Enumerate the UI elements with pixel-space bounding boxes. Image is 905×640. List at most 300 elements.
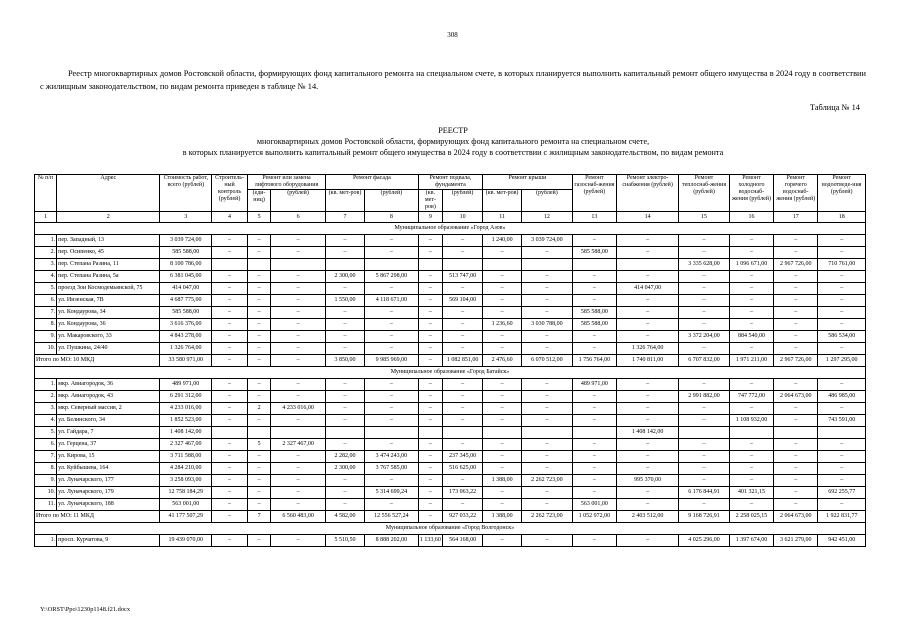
total-cell: 1 922 831,77 [818,511,866,523]
table-cell: – [774,499,818,511]
table-cell: – [443,475,483,487]
table-cell: – [418,463,442,475]
table-cell: – [212,307,248,319]
table-cell: – [774,235,818,247]
table-cell: 6 291 312,00 [160,391,212,403]
table-cell: – [247,415,270,427]
col-header-address: Адрес [57,175,160,212]
table-cell: 8. [35,463,57,475]
table-cell: – [247,451,270,463]
table-number: Таблица № 14 [809,103,860,112]
table-cell [326,259,365,271]
table-cell: – [271,391,326,403]
table-cell [247,259,270,271]
table-cell: – [617,271,679,283]
table-cell: – [418,499,442,511]
table-cell: – [679,415,730,427]
table-cell: – [271,295,326,307]
table-cell: 489 971,00 [160,379,212,391]
table-cell: – [818,403,866,415]
table-cell [774,427,818,439]
table-cell: 2 327 467,00 [160,439,212,451]
table-row [35,283,866,295]
table-cell: – [271,271,326,283]
table-cell: 1 397 674,00 [729,535,773,547]
table-cell: – [326,235,365,247]
table-cell: – [418,295,442,307]
table-cell: – [443,283,483,295]
table-cell: – [212,451,248,463]
table-cell: – [443,439,483,451]
table-cell: – [212,499,248,511]
table-cell: проезд Зои Космодемьянской, 75 [57,283,160,295]
table-cell: – [247,475,270,487]
table-cell: – [729,283,773,295]
table-cell: – [212,415,248,427]
table-cell: 4 118 671,00 [365,295,419,307]
table-cell: – [247,343,270,355]
table-cell: – [418,475,442,487]
table-cell: 1 550,00 [326,295,365,307]
table-cell: – [617,295,679,307]
col-header-power: Ремонт электро-снабжения (рублей) [617,175,679,212]
table-cell: – [522,403,573,415]
table-cell: 1 852 523,00 [160,415,212,427]
total-cell: – [247,355,270,367]
table-cell: – [212,283,248,295]
table-cell: – [572,271,616,283]
section-title: Муниципальное образование «Город Азов» [35,223,866,235]
table-cell: 586 534,00 [818,331,866,343]
table-cell: ул. Белинского, 34 [57,415,160,427]
table-cell: – [271,331,326,343]
table-cell: мкр. Авиагородок, 43 [57,391,160,403]
table-cell: 3 335 628,00 [679,259,730,271]
table-cell: 516 625,00 [443,463,483,475]
table-cell: 3 621 279,00 [774,535,818,547]
table-cell: – [572,475,616,487]
table-cell: – [679,307,730,319]
table-cell: 4 233 016,00 [271,403,326,415]
table-cell: – [212,391,248,403]
total-cell: – [418,511,442,523]
table-cell: – [818,307,866,319]
table-cell: – [679,379,730,391]
table-cell: 3. [35,259,57,271]
table-cell: – [617,487,679,499]
table-cell [271,259,326,271]
table-cell: 3 039 724,00 [522,235,573,247]
table-cell: 1 326 764,00 [160,343,212,355]
table-cell: – [443,307,483,319]
total-cell: 2 403 512,00 [617,511,679,523]
table-cell: 6 381 045,00 [160,271,212,283]
table-cell: – [679,439,730,451]
table-cell: 6. [35,295,57,307]
total-cell: 3 850,00 [326,355,365,367]
table-cell: 2 300,00 [326,463,365,475]
table-row [35,463,866,475]
table-cell: – [774,307,818,319]
table-cell: – [483,295,522,307]
table-cell: 4 025 296,00 [679,535,730,547]
table-cell: – [572,415,616,427]
table-cell: ул. Куйбышева, 164 [57,463,160,475]
table-cell: 2 327 467,00 [271,439,326,451]
table-cell: 2 [247,403,270,415]
table-row [35,391,866,403]
total-cell: 1 756 764,00 [572,355,616,367]
table-cell: – [326,379,365,391]
table-row [35,259,866,271]
col-header-sewer: Ремонт водоотведе-ния (рублей) [818,175,866,212]
table-cell: мкр. Авиагородок, 36 [57,379,160,391]
table-cell: – [271,487,326,499]
table-cell: 884 540,00 [729,331,773,343]
table-cell: – [729,271,773,283]
table-row [35,403,866,415]
table-cell: – [326,487,365,499]
table-cell: – [271,343,326,355]
table-cell: – [679,451,730,463]
col-header-cold-water: Ремонт холодного водоснаб-жения (рублей) [729,175,773,212]
table-cell: 995 370,00 [617,475,679,487]
table-cell: – [729,439,773,451]
col-header-elevator-rub: (рублей) [271,190,326,212]
table-cell: 3 030 788,00 [522,319,573,331]
col-header-hot-water: Ремонт горячего водоснаб-жения (рублей) [774,175,818,212]
table-cell: 6 176 844,91 [679,487,730,499]
table-cell: – [774,319,818,331]
table-cell: – [679,319,730,331]
total-cell: 2 476,60 [483,355,522,367]
table-cell [679,427,730,439]
table-cell: 1. [35,379,57,391]
table-cell: 563 001,00 [572,499,616,511]
table-cell: – [418,319,442,331]
table-cell: – [774,247,818,259]
table-cell: – [212,379,248,391]
table-cell [572,427,616,439]
table-cell [365,259,419,271]
table-cell: – [326,415,365,427]
table-cell: 4 233 016,00 [160,403,212,415]
table-cell: – [522,343,573,355]
table-cell: 414 047,00 [160,283,212,295]
col-header-basement: Ремонт подвала, фундамента [418,175,482,190]
table-cell: – [212,439,248,451]
table-cell: – [679,475,730,487]
table-cell: – [247,295,270,307]
table-cell: – [572,535,616,547]
table-cell: 10. [35,343,57,355]
table-cell: – [326,343,365,355]
table-cell: 237 345,00 [443,451,483,463]
total-row [35,511,866,523]
table-cell: 489 971,00 [572,379,616,391]
table-cell: 1 408 142,00 [160,427,212,439]
table-cell: – [212,319,248,331]
table-cell: – [774,379,818,391]
table-cell [483,259,522,271]
table-cell: – [617,307,679,319]
table-cell [522,259,573,271]
total-cell: 33 580 971,00 [160,355,212,367]
table-cell: – [418,415,442,427]
table-cell: – [271,319,326,331]
table-cell: – [483,499,522,511]
table-cell: 942 451,00 [818,535,866,547]
table-cell: – [679,283,730,295]
total-cell: – [212,511,248,523]
table-row [35,271,866,283]
column-number: 15 [679,212,730,223]
table-cell: – [443,391,483,403]
table-cell: ул. Гайдара, 7 [57,427,160,439]
table-cell: пер. Осипенко, 45 [57,247,160,259]
table-cell: 401 321,15 [729,487,773,499]
table-cell: – [483,439,522,451]
table-cell: – [365,475,419,487]
total-cell: 1 297 295,00 [818,355,866,367]
table-cell: – [774,451,818,463]
table-cell: 4. [35,271,57,283]
table-row [35,439,866,451]
table-cell: 3 372 204,00 [679,331,730,343]
heading-subtitle-line-2: в которых планируется выполнить капитальный ремонт общего имущества в 2024 году в соответствии с жилищным законодательством, по видам ремонта [182,148,724,157]
table-cell: – [271,535,326,547]
table-cell: – [679,247,730,259]
table-cell: – [617,319,679,331]
table-row [35,307,866,319]
table-cell: – [617,535,679,547]
table-cell: – [212,475,248,487]
table-row [35,487,866,499]
table-cell: – [818,247,866,259]
column-number: 17 [774,212,818,223]
table-cell: – [483,403,522,415]
table-cell: – [326,283,365,295]
col-header-basement-sqm: (кв. мет-ров) [418,190,442,212]
table-cell: ул. Инзенская, 7В [57,295,160,307]
file-path-footer: Y:\ORST\Ppo\1230p1148.f21.docx [40,606,131,613]
table-cell: 1 133,60 [418,535,442,547]
table-cell: – [483,283,522,295]
table-cell: – [247,331,270,343]
table-cell: – [326,247,365,259]
table-cell: – [483,271,522,283]
table-cell: – [522,487,573,499]
table-cell [418,427,442,439]
table-cell: – [729,295,773,307]
column-number: 5 [247,212,270,223]
table-cell: – [443,403,483,415]
table-row [35,331,866,343]
table-cell: – [443,247,483,259]
table-cell [572,259,616,271]
table-cell: – [418,271,442,283]
table-cell: – [271,379,326,391]
table-cell: 1 388,00 [483,475,522,487]
table-cell: – [729,475,773,487]
table-cell: 8 100 786,00 [160,259,212,271]
table-cell: 5 867 298,00 [365,271,419,283]
table-cell: – [617,391,679,403]
table-cell: 3 767 585,00 [365,463,419,475]
table-cell: – [617,463,679,475]
column-number: 9 [418,212,442,223]
table-cell: – [818,295,866,307]
table-cell [617,259,679,271]
table-cell: – [326,499,365,511]
table-cell [326,427,365,439]
table-cell: – [212,271,248,283]
table-cell: 692 255,77 [818,487,866,499]
table-row [35,499,866,511]
col-header-heat: Ремонт теплоснаб-жения (рублей) [679,175,730,212]
table-cell: – [483,463,522,475]
total-cell: 2 967 726,00 [774,355,818,367]
table-cell: – [774,463,818,475]
table-cell: 7. [35,451,57,463]
column-number: 16 [729,212,773,223]
table-cell: ул. Луначарского, 179 [57,487,160,499]
total-cell: – [418,355,442,367]
table-cell: – [774,271,818,283]
table-cell: – [365,403,419,415]
total-cell: 2 064 673,00 [774,511,818,523]
table-cell: – [522,463,573,475]
table-cell: – [774,403,818,415]
table-cell: – [365,283,419,295]
table-cell: – [729,403,773,415]
table-cell: – [326,307,365,319]
table-cell: 8 888 202,00 [365,535,419,547]
table-cell: – [818,463,866,475]
table-cell: – [774,331,818,343]
table-cell: – [271,283,326,295]
table-cell: мкр. Северный массив, 2 [57,403,160,415]
col-header-basement-rub: (рублей) [443,190,483,212]
table-cell: – [818,499,866,511]
table-cell: – [365,307,419,319]
section-title: Муниципальное образование «Город Волгодонск» [35,523,866,535]
table-cell: – [522,391,573,403]
table-cell: – [212,463,248,475]
table-cell: просп. Курчатова, 9 [57,535,160,547]
table-cell: – [326,391,365,403]
table-cell: – [247,379,270,391]
table-cell: – [617,235,679,247]
table-cell: – [326,439,365,451]
col-header-roof-rub: (рублей) [522,190,573,212]
table-cell: – [247,283,270,295]
table-cell: – [247,319,270,331]
table-cell: – [365,331,419,343]
total-cell: 927 033,22 [443,511,483,523]
table-cell: 2. [35,247,57,259]
table-row [35,379,866,391]
table-cell: – [617,415,679,427]
total-cell: 1 082 851,00 [443,355,483,367]
table-cell: ул. Кондаурова, 34 [57,307,160,319]
table-cell: 3 258 093,00 [160,475,212,487]
section-title-row [35,367,866,379]
table-cell: – [418,247,442,259]
header-row-1 [35,175,866,190]
table-cell: 585 588,00 [160,247,212,259]
total-cell: 9 168 726,91 [679,511,730,523]
table-cell: – [483,379,522,391]
column-number: 10 [443,212,483,223]
table-cell: – [572,283,616,295]
section-title-row [35,223,866,235]
col-header-facade: Ремонт фасада [326,175,419,190]
table-cell [271,427,326,439]
table-cell: – [212,331,248,343]
table-cell: – [572,487,616,499]
table-cell: – [729,319,773,331]
table-row [35,415,866,427]
table-cell: 414 047,00 [617,283,679,295]
table-row [35,427,866,439]
table-cell: ул. Пушкина, 24/40 [57,343,160,355]
total-cell: 1 052 972,00 [572,511,616,523]
table-cell [212,427,248,439]
table-cell: 2 967 726,00 [774,259,818,271]
table-row [35,535,866,547]
column-number: 12 [522,212,573,223]
table-cell: – [572,235,616,247]
table-cell: 4 687 775,00 [160,295,212,307]
column-number: 6 [271,212,326,223]
table-cell: – [818,235,866,247]
table-cell: 486 985,00 [818,391,866,403]
column-number: 3 [160,212,212,223]
table-cell: – [774,415,818,427]
total-cell: – [271,355,326,367]
table-cell: пер. Степана Разина, 11 [57,259,160,271]
table-cell: 3 616 376,00 [160,319,212,331]
table-cell: – [483,415,522,427]
table-cell: – [818,283,866,295]
table-row [35,319,866,331]
table-cell: – [522,499,573,511]
table-cell: – [483,487,522,499]
table-cell: – [326,331,365,343]
table-cell: – [774,283,818,295]
table-cell: – [729,235,773,247]
table-cell [818,427,866,439]
table-cell: – [418,439,442,451]
intro-paragraph: Реестр многоквартирных домов Ростовской области, формирующих фонд капитального ремонта на специальном счете, в которых планируется выполнить капитальный ремонт общего имущества в 2024 году в соответствии с жилищным законодательством, по видам ремонта приведен в таблице № 14. [40,69,866,91]
table-body [35,212,866,547]
table-cell: 743 591,00 [818,415,866,427]
table-cell: – [483,391,522,403]
table-cell: 710 761,00 [818,259,866,271]
table-cell: – [483,343,522,355]
col-header-roof-sqm: (кв. мет-ров) [483,190,522,212]
table-cell: – [522,307,573,319]
table-cell [522,427,573,439]
table-cell: – [247,487,270,499]
column-number: 14 [617,212,679,223]
col-header-elevator-units: (еди-ниц) [247,190,270,212]
table-cell: 5 510,50 [326,535,365,547]
table-cell: 4 284 210,00 [160,463,212,475]
table-cell: – [522,247,573,259]
column-number: 13 [572,212,616,223]
